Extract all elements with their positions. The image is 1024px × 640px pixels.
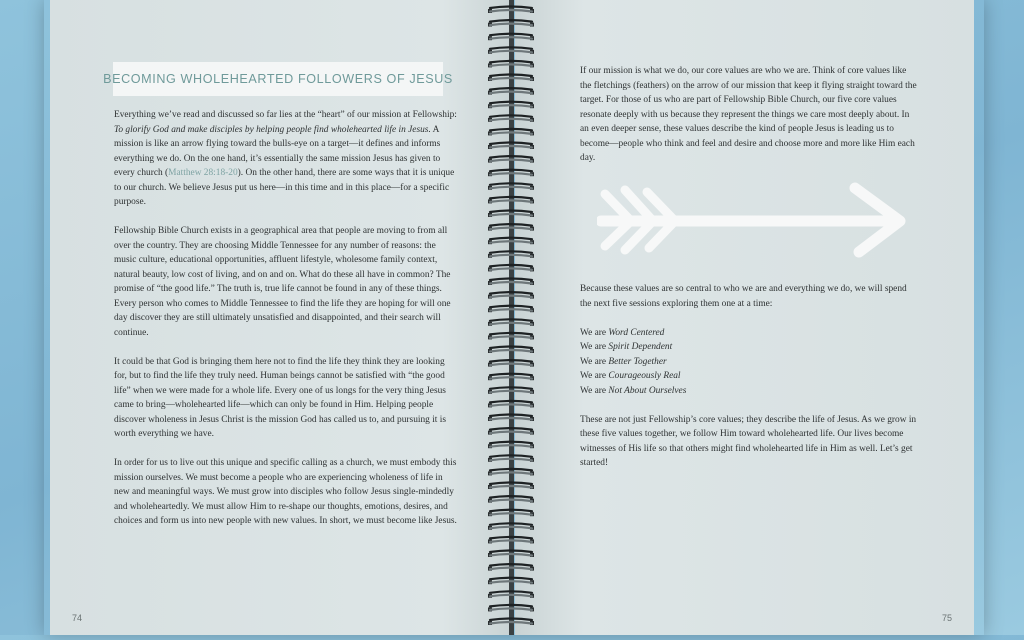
paragraph-mission-end: ). On the other hand, there are some ways that it is unique to our church. We believe Jesus put us here—in this time and in this place—for a specific purpose. [114, 168, 455, 207]
core-value-item [580, 340, 917, 355]
spiral-coils [486, 0, 536, 635]
section-heading: BECOMING WHOLEHEARTED FOLLOWERS OF JESUS [103, 72, 453, 86]
paragraph-embody-mission: In order for us to live out this unique and specific calling as a church, we must embody this mission ourselves. We must become a people who are experiencing wholeness of life in new and meaningful ways. We must grow into disciples who follow Jesus single-mindedly and wholeheartedly. We must allow Him to re-shape our thoughts, emotions, desires, and choices and form us into new people with new values. In short, we must become like Jesus. [114, 458, 457, 526]
right-page-text-bottom [580, 282, 917, 485]
core-value-name: Not About Ourselves [608, 385, 687, 396]
paragraph-good-life: It could be that God is bringing them here not to find the life they think they are looking for, but to find the life they truly need. Human beings cannot be satisfied with “the good life” when we were made for a whole life. Every one of us longs for the very thing Jesus came to bring—wholehearted life—which can only be found in Him. Helping people discover wholeness in Jesus Christ is the mission God has called us to, and pursuing it is worth everything we have. [114, 356, 447, 439]
core-value-name: Courageously Real [608, 371, 681, 381]
paragraph-mission-body: A mission is like an arrow flying toward the bulls-eye on a target—it defines and informs everything we do. On the one hand, it’s essentially the same mission Jesus has given to every church ( [114, 124, 441, 178]
paragraph-mission-intro: Everything we’ve read and discussed so far lies at the “heart” of our mission at Fellowship: [114, 110, 457, 120]
scripture-reference: Matthew 28:18-20 [168, 168, 238, 178]
left-page-text [114, 108, 457, 543]
core-value-prefix: We are [580, 327, 609, 338]
spiral-binding [486, 0, 536, 635]
core-value-prefix: We are [580, 356, 609, 367]
mission-statement: To glorify God and make disciples by helping people find wholehearted life in Jesus. [114, 124, 431, 135]
core-value-name: Word Centered [608, 327, 665, 338]
core-value-name: Spirit Dependent [608, 342, 673, 352]
paragraph-lets-get-started: These are not just Fellowship’s core values; they describe the life of Jesus. As we grow in these five values together, we follow Him toward wholehearted life. Our lives become witnesses of His life so that others might find wholehearted life in Him as well. Let’s get started! [580, 414, 917, 468]
paragraph-mission [114, 108, 457, 210]
section-heading-box [103, 62, 453, 96]
right-page [515, 0, 974, 635]
paragraph-sessions: Because these values are so central to who we are and everything we do, we will spend the next five sessions exploring them one at a time: [580, 284, 907, 309]
page-number-right: 75 [941, 613, 952, 623]
core-values-list [580, 326, 917, 399]
core-value-prefix: We are [580, 385, 609, 396]
paragraph-middle-tennessee: Fellowship Bible Church exists in a geographical area that people are moving to from all over the country. They are choosing Middle Tennessee for any number of reasons: the music culture, educational opportunities, affluent lifestyle, wholesome family context, natural beauty, low cost of living, and on and on. What do these all have in common? The promise of “the good life.” The truth is, true life cannot be found in any of these things. Every person who comes to Middle Tennessee to find the life they are hoping for will one day discover they are still ultimately unsatisfied and disappointed, and their search will continue. [114, 226, 451, 338]
page-number-left: 74 [72, 613, 83, 623]
core-value-item [580, 369, 917, 384]
core-value-prefix: We are [580, 342, 609, 352]
core-value-item [580, 326, 917, 341]
core-value-item [580, 384, 917, 399]
arrow-illustration [597, 180, 907, 260]
core-value-item [580, 355, 917, 370]
right-page-text-top [580, 64, 917, 180]
core-value-name: Better Together [608, 356, 667, 367]
left-page [50, 0, 512, 635]
core-value-prefix: We are [580, 371, 609, 381]
paragraph-core-values: If our mission is what we do, our core values are who we are. Think of core values like the fletchings (feathers) on the arrow of our mission that keep it flying straight toward the target. For those of us who are part of Fellowship Bible Church, our five core values resonate deeply with us because they represent the things we care most deeply about. In an even deeper sense, these values describe the kind of people Jesus is leading us to become—people who think and feel and desire and choose more and more like Him each day. [580, 66, 917, 163]
